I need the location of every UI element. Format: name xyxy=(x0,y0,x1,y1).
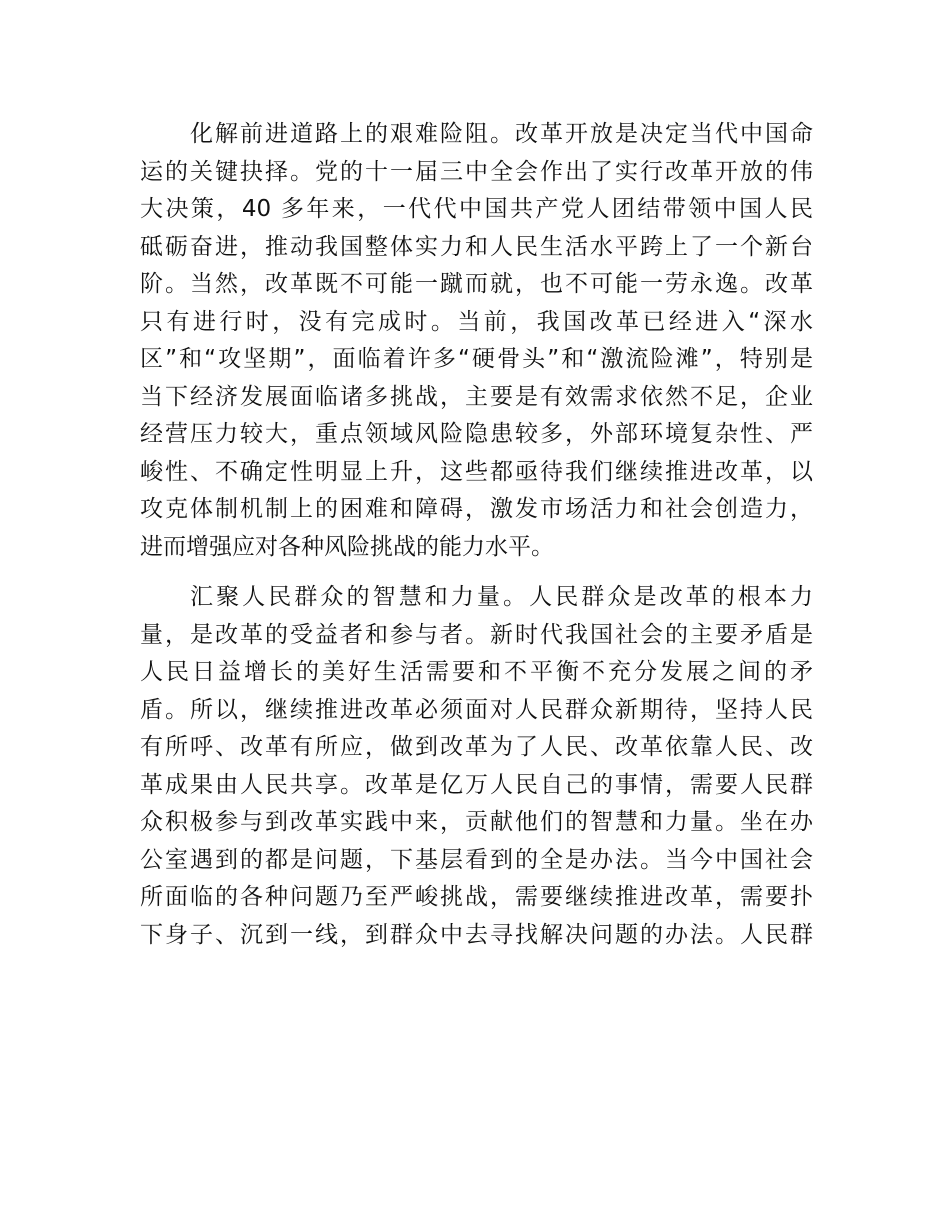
text-line: 盾。所以，继续推进改革必须面对人民群众新期待，坚持人民 xyxy=(140,696,813,723)
text-line: 经营压力较大，重点领域风险隐患较多，外部环境复杂性、严 xyxy=(140,421,813,447)
text-line: 只有进行时，没有完成时。当前，我国改革已经进入“深水 xyxy=(140,308,813,335)
text-line: 公室遇到的都是问题，下基层看到的全是办法。当今中国社会 xyxy=(140,846,813,873)
text-line: 汇聚人民群众的智慧和力量。人民群众是改革的根本力 xyxy=(190,584,813,610)
text-line: 人民日益增长的美好生活需要和不平衡不充分发展之间的矛 xyxy=(140,659,813,685)
paragraph-spacer xyxy=(140,566,813,579)
paragraph-1 xyxy=(140,116,813,566)
text-line: 当下经济发展面临诸多挑战，主要是有效需求依然不足，企业 xyxy=(140,383,813,410)
text-line: 攻克体制机制上的困难和障碍，激发市场活力和社会创造力， xyxy=(140,496,813,522)
text-line: 峻性、不确定性明显上升，这些都亟待我们继续推进改革，以 xyxy=(140,458,813,485)
text-line: 区”和“攻坚期”，面临着许多“硬骨头”和“激流险滩”，特别是 xyxy=(140,346,813,372)
text-line: 众积极参与到改革实践中来，贡献他们的智慧和力量。坐在办 xyxy=(140,809,813,835)
text-line: 大决策，40 多年来，一代代中国共产党人团结带领中国人民 xyxy=(140,196,813,222)
paragraph-2 xyxy=(140,579,813,954)
text-line: 化解前进道路上的艰难险阻。改革开放是决定当代中国命 xyxy=(190,121,813,147)
text-line: 有所呼、改革有所应，做到改革为了人民、改革依靠人民、改 xyxy=(140,734,813,760)
text-line: 进而增强应对各种风险挑战的能力水平。 xyxy=(140,533,554,560)
document-body xyxy=(140,116,813,954)
text-line: 运的关键抉择。党的十一届三中全会作出了实行改革开放的伟 xyxy=(140,158,813,185)
text-line: 砥砺奋进，推动我国整体实力和人民生活水平跨上了一个新台 xyxy=(140,233,813,260)
text-line: 下身子、沉到一线，到群众中去寻找解决问题的办法。人民群 xyxy=(140,921,813,948)
text-line: 所面临的各种问题乃至严峻挑战，需要继续推进改革，需要扑 xyxy=(140,884,813,910)
text-line: 量，是改革的受益者和参与者。新时代我国社会的主要矛盾是 xyxy=(140,621,813,648)
text-line: 革成果由人民共享。改革是亿万人民自己的事情，需要人民群 xyxy=(140,771,813,798)
text-line: 阶。当然，改革既不可能一蹴而就，也不可能一劳永逸。改革 xyxy=(140,271,813,297)
